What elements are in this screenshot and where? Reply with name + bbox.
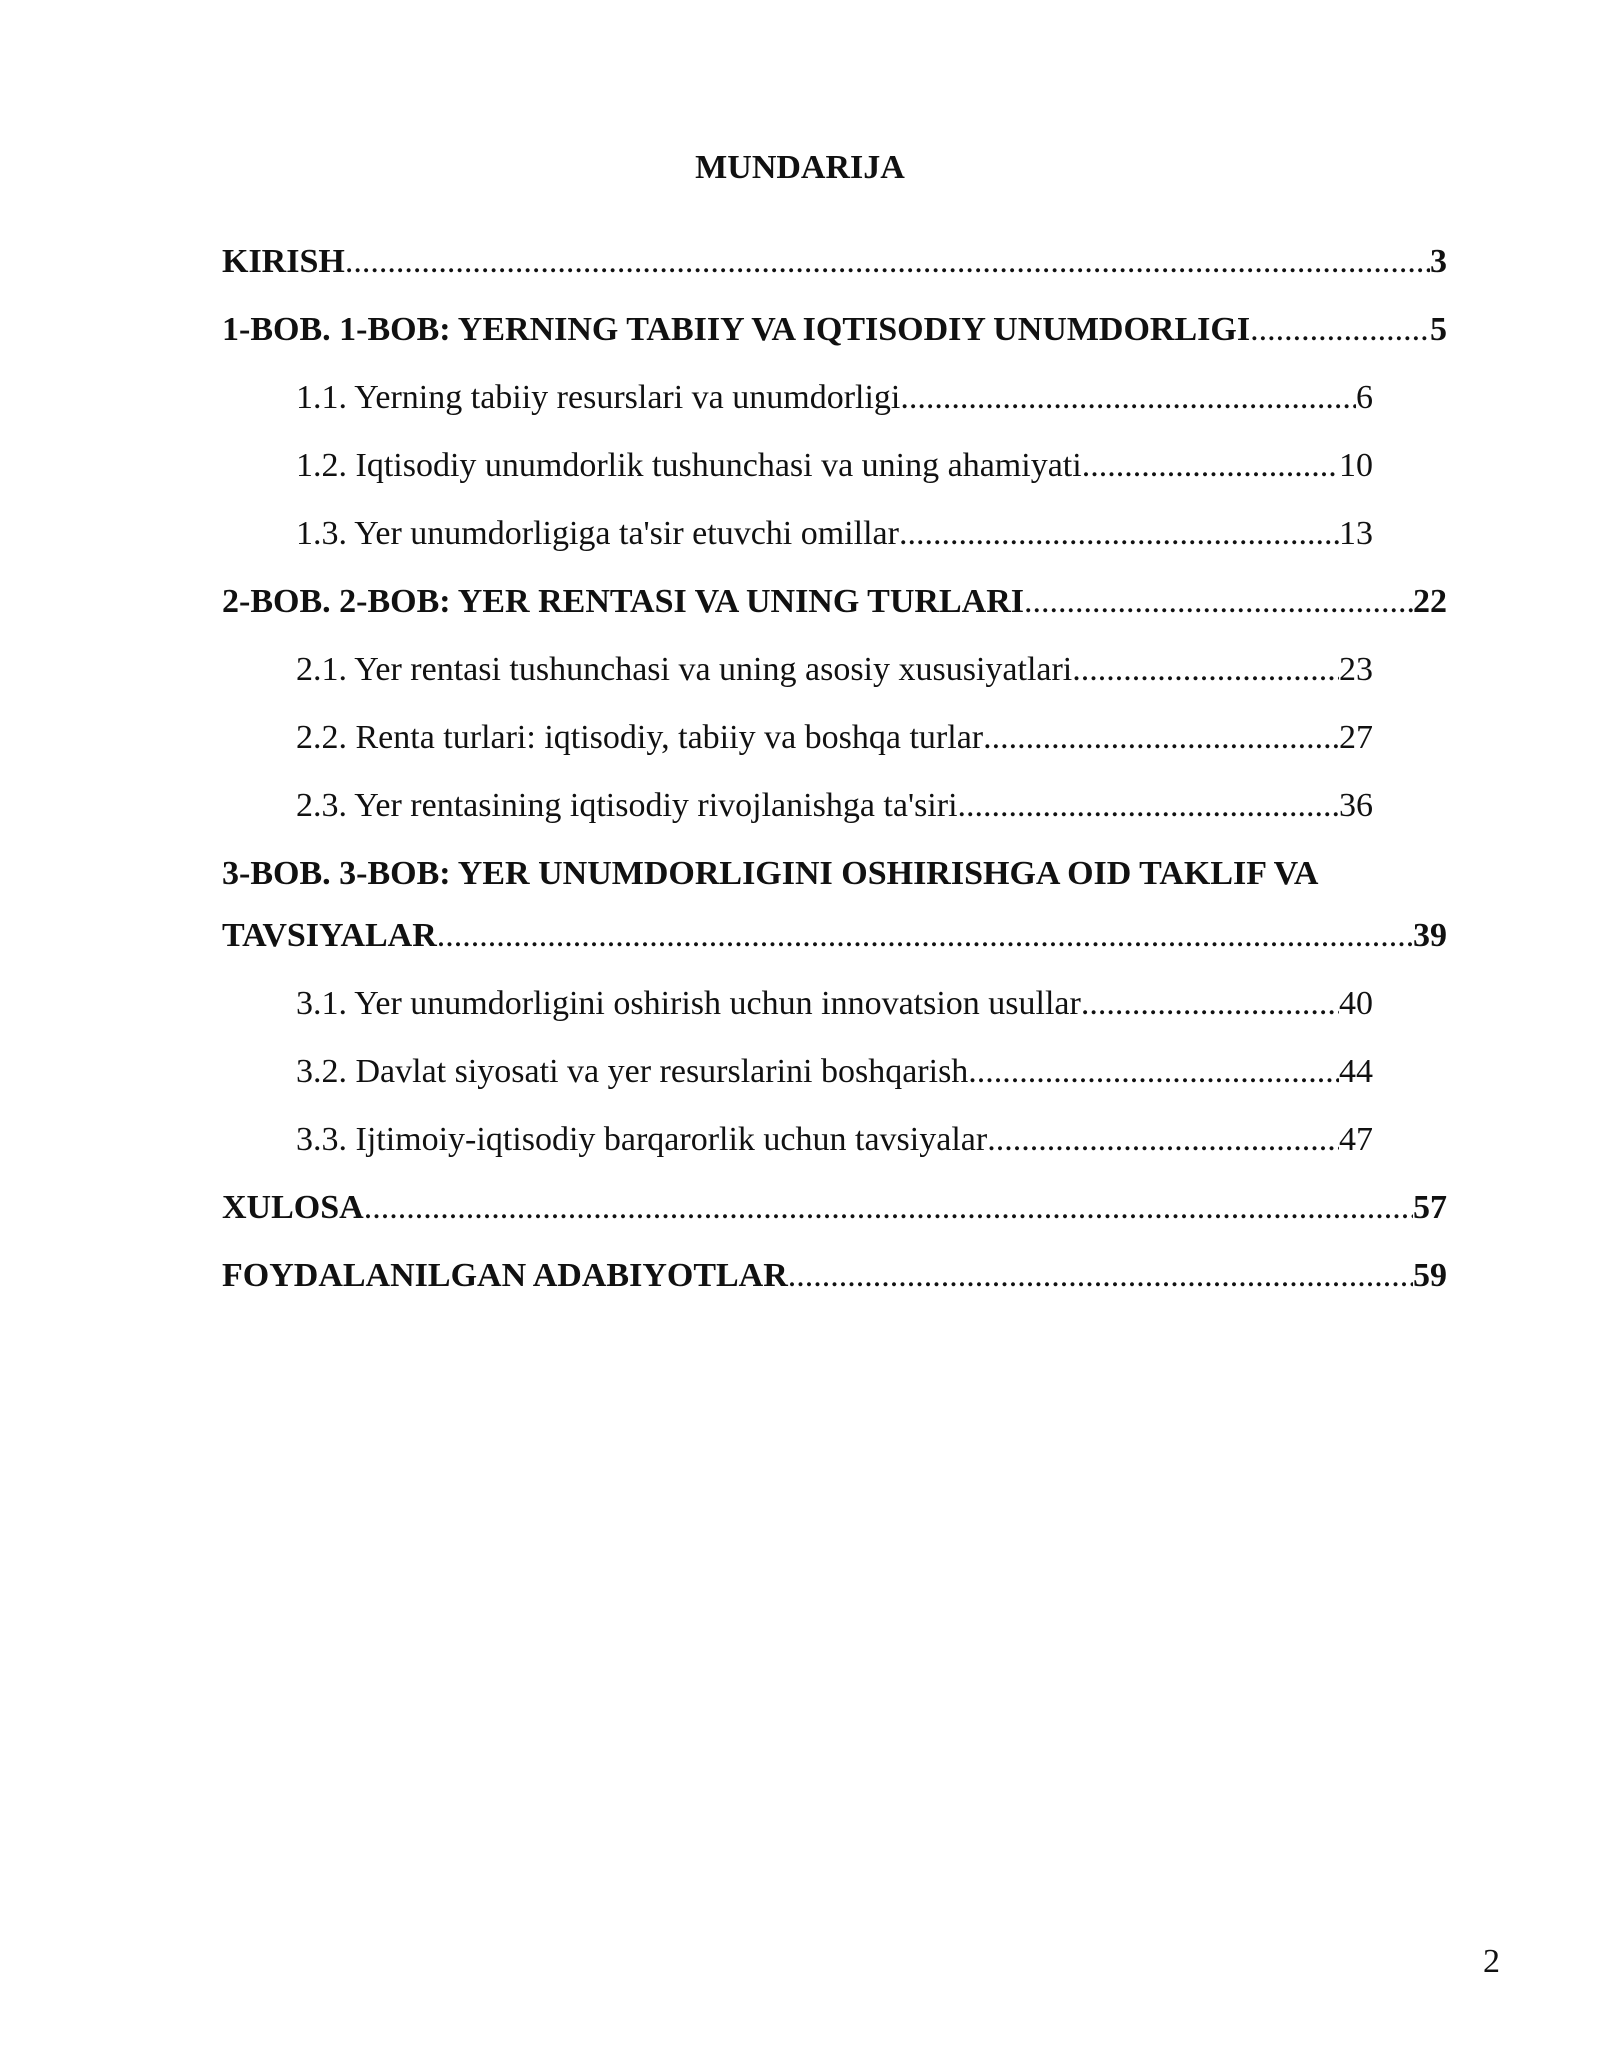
toc-entry-label: FOYDALANILGAN ADABIYOTLAR bbox=[222, 1257, 788, 1294]
toc-entry-label: 2.3. Yer rentasining iqtisodiy rivojlanishga ta'siri bbox=[296, 787, 958, 824]
toc-entry-page: 36 bbox=[1339, 787, 1373, 824]
toc-entry-page: 22 bbox=[1413, 583, 1447, 620]
toc-entry-section-1-3[interactable] bbox=[296, 512, 1373, 556]
dot-leader bbox=[788, 1254, 1413, 1298]
toc-entry-page: 5 bbox=[1430, 311, 1447, 348]
toc-entry-label: 2.2. Renta turlari: iqtisodiy, tabiiy va boshqa turlar bbox=[296, 719, 984, 756]
dot-leader bbox=[345, 240, 1430, 284]
dot-leader bbox=[1081, 982, 1339, 1026]
dot-leader bbox=[983, 716, 1339, 760]
dot-leader bbox=[437, 914, 1413, 958]
dot-leader bbox=[958, 784, 1339, 828]
toc-entry-section-1-2[interactable] bbox=[296, 444, 1373, 488]
dot-leader bbox=[987, 1118, 1339, 1162]
toc-entry-label: 3.1. Yer unumdorligini oshirish uchun innovatsion usullar bbox=[296, 985, 1081, 1022]
toc-entry-page: 10 bbox=[1339, 447, 1373, 484]
toc-entry-label: 1.1. Yerning tabiiy resurslari va unumdorligi bbox=[296, 379, 901, 416]
toc-entry-section-2-1[interactable] bbox=[296, 648, 1373, 692]
toc-entry-label: 2.1. Yer rentasi tushunchasi va uning asosiy xususiyatlari bbox=[296, 651, 1073, 688]
toc-entry-page: 6 bbox=[1356, 379, 1373, 416]
toc-entry-label: 1.3. Yer unumdorligiga ta'sir etuvchi omillar bbox=[296, 515, 899, 552]
toc-entry-section-3-2[interactable] bbox=[296, 1050, 1373, 1094]
toc-entry-references[interactable] bbox=[222, 1254, 1447, 1298]
toc-entry-chapter-2[interactable] bbox=[222, 580, 1447, 624]
toc-title: MUNDARIJA bbox=[695, 149, 905, 186]
toc-entry-section-2-3[interactable] bbox=[296, 784, 1373, 828]
toc-entry-page: 39 bbox=[1413, 917, 1447, 954]
toc-entry-section-2-2[interactable] bbox=[296, 716, 1373, 760]
toc-entry-page: 44 bbox=[1339, 1053, 1373, 1090]
toc-entry-label: 1.2. Iqtisodiy unumdorlik tushunchasi va uning ahamiyati bbox=[296, 447, 1082, 484]
toc-entry-label: KIRISH bbox=[222, 243, 345, 280]
toc-entry-page: 57 bbox=[1413, 1189, 1447, 1226]
toc-entry-label: 3.2. Davlat siyosati va yer resurslarini boshqarish bbox=[296, 1053, 969, 1090]
dot-leader bbox=[1250, 308, 1430, 352]
dot-leader bbox=[1082, 444, 1339, 488]
dot-leader bbox=[1072, 648, 1339, 692]
toc-entry-xulosa[interactable] bbox=[222, 1186, 1447, 1230]
toc-entry-page: 59 bbox=[1413, 1257, 1447, 1294]
toc-entry-label: XULOSA bbox=[222, 1189, 364, 1226]
toc-entry-chapter-3[interactable] bbox=[222, 914, 1447, 958]
toc-entry-chapter-3-line-1[interactable]: 3-BOB. 3-BOB: YER UNUMDORLIGINI OSHIRISHGA OID TAKLIF VA bbox=[222, 855, 1319, 892]
toc-entry-section-3-3[interactable] bbox=[296, 1118, 1373, 1162]
toc-entry-label: TAVSIYALAR bbox=[222, 917, 437, 954]
toc-entry-page: 23 bbox=[1339, 651, 1373, 688]
toc-entry-page: 27 bbox=[1339, 719, 1373, 756]
toc-entry-page: 40 bbox=[1339, 985, 1373, 1022]
dot-leader bbox=[968, 1050, 1339, 1094]
page-number: 2 bbox=[1483, 1943, 1500, 1980]
toc-entry-label: 1-BOB. 1-BOB: YERNING TABIIY VA IQTISODIY UNUMDORLIGI bbox=[222, 311, 1251, 348]
dot-leader bbox=[364, 1186, 1413, 1230]
toc-entry-chapter-1[interactable] bbox=[222, 308, 1447, 352]
dot-leader bbox=[899, 512, 1339, 556]
toc-entry-label: 2-BOB. 2-BOB: YER RENTASI VA UNING TURLARI bbox=[222, 583, 1024, 620]
toc-entry-page: 13 bbox=[1339, 515, 1373, 552]
toc-entry-kirish[interactable] bbox=[222, 240, 1447, 284]
toc-entry-page: 47 bbox=[1339, 1121, 1373, 1158]
toc-entry-page: 3 bbox=[1430, 243, 1447, 280]
dot-leader bbox=[1024, 580, 1413, 624]
toc-entry-section-1-1[interactable] bbox=[296, 376, 1373, 420]
dot-leader bbox=[900, 376, 1356, 420]
toc-entry-section-3-1[interactable] bbox=[296, 982, 1373, 1026]
toc-entry-label: 3.3. Ijtimoiy-iqtisodiy barqarorlik uchun tavsiyalar bbox=[296, 1121, 988, 1158]
